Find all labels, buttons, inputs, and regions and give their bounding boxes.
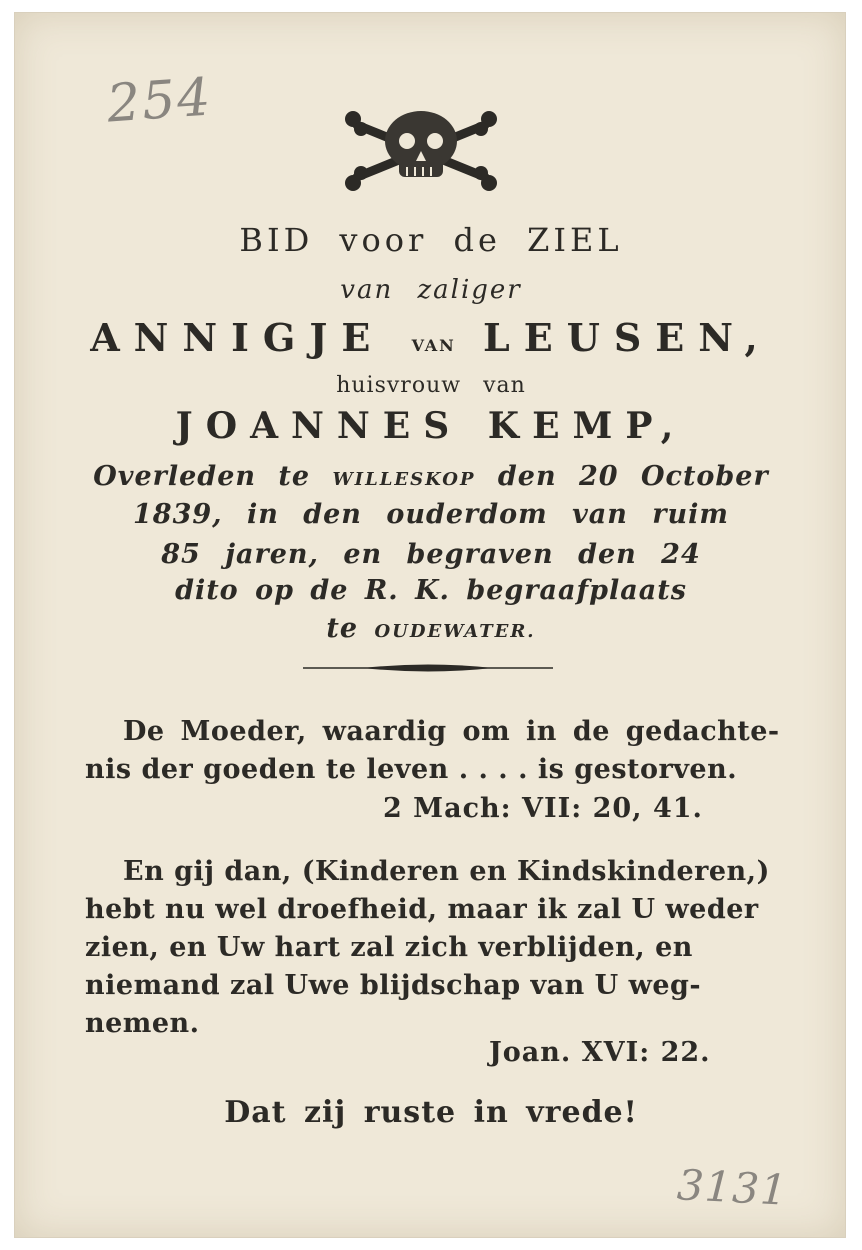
quote-2-row-2: hebt nu wel droefheid, maar ik zal U weder [85, 894, 759, 925]
detail-place-burial: OUDEWATER. [374, 621, 536, 642]
handwritten-number-top: 254 [105, 67, 215, 135]
detail-line-2: 1839, in den ouderdom van ruim [133, 499, 729, 530]
detail-line-1 [15, 461, 847, 492]
heading-line-1: BID voor de ZIEL [239, 221, 623, 259]
closing-prayer: Dat zij ruste in vrede! [224, 1095, 638, 1130]
detail-line-3: 85 jaren, en begraven den 24 [161, 539, 701, 570]
quote-2-row-3: zien, en Uw hart zal zich verblijden, en [85, 932, 693, 963]
detail-place-death: WILLESKOP [332, 469, 476, 490]
quote-1 [85, 713, 785, 789]
deceased-last-name: LEUSEN, [483, 315, 772, 360]
quote-1-reference: 2 Mach: VII: 20, 41. [383, 793, 703, 824]
handwritten-number-bottom: 3131 [675, 1160, 790, 1215]
heading-line-4: huisvrouw van [336, 373, 526, 398]
detail-died-at: Overleden te [93, 461, 311, 492]
heading-line-2: van zaliger [340, 275, 522, 305]
deceased-first-name: ANNIGJE [90, 315, 385, 360]
detail-date: den 20 October [497, 461, 769, 492]
memorial-card [14, 12, 846, 1238]
quote-2-row-4: niemand zal Uwe blijdschap van U weg- [85, 970, 702, 1001]
deceased-name-particle: VAN [411, 336, 456, 355]
quote-2-row-5: nemen. [85, 1008, 200, 1039]
quote-2-reference: Joan. XVI: 22. [489, 1037, 711, 1068]
quote-2-row-1: En gij dan, (Kinderen en Kindskinderen,) [123, 856, 770, 887]
quote-1-row-1: De Moeder, waardig om in de gedachte- [123, 716, 780, 747]
quote-2 [85, 853, 785, 1043]
spouse-name: JOANNES KEMP, [175, 405, 687, 447]
deceased-name [15, 315, 847, 360]
quote-1-row-2: nis der goeden te leven . . . . is gestorven. [85, 754, 738, 785]
detail-te: te [326, 613, 359, 644]
ornamental-divider [303, 663, 553, 673]
skull-and-crossbones-icon [343, 103, 499, 193]
detail-line-4: dito op de R. K. begraafplaats [175, 575, 687, 606]
detail-line-5 [15, 613, 847, 644]
